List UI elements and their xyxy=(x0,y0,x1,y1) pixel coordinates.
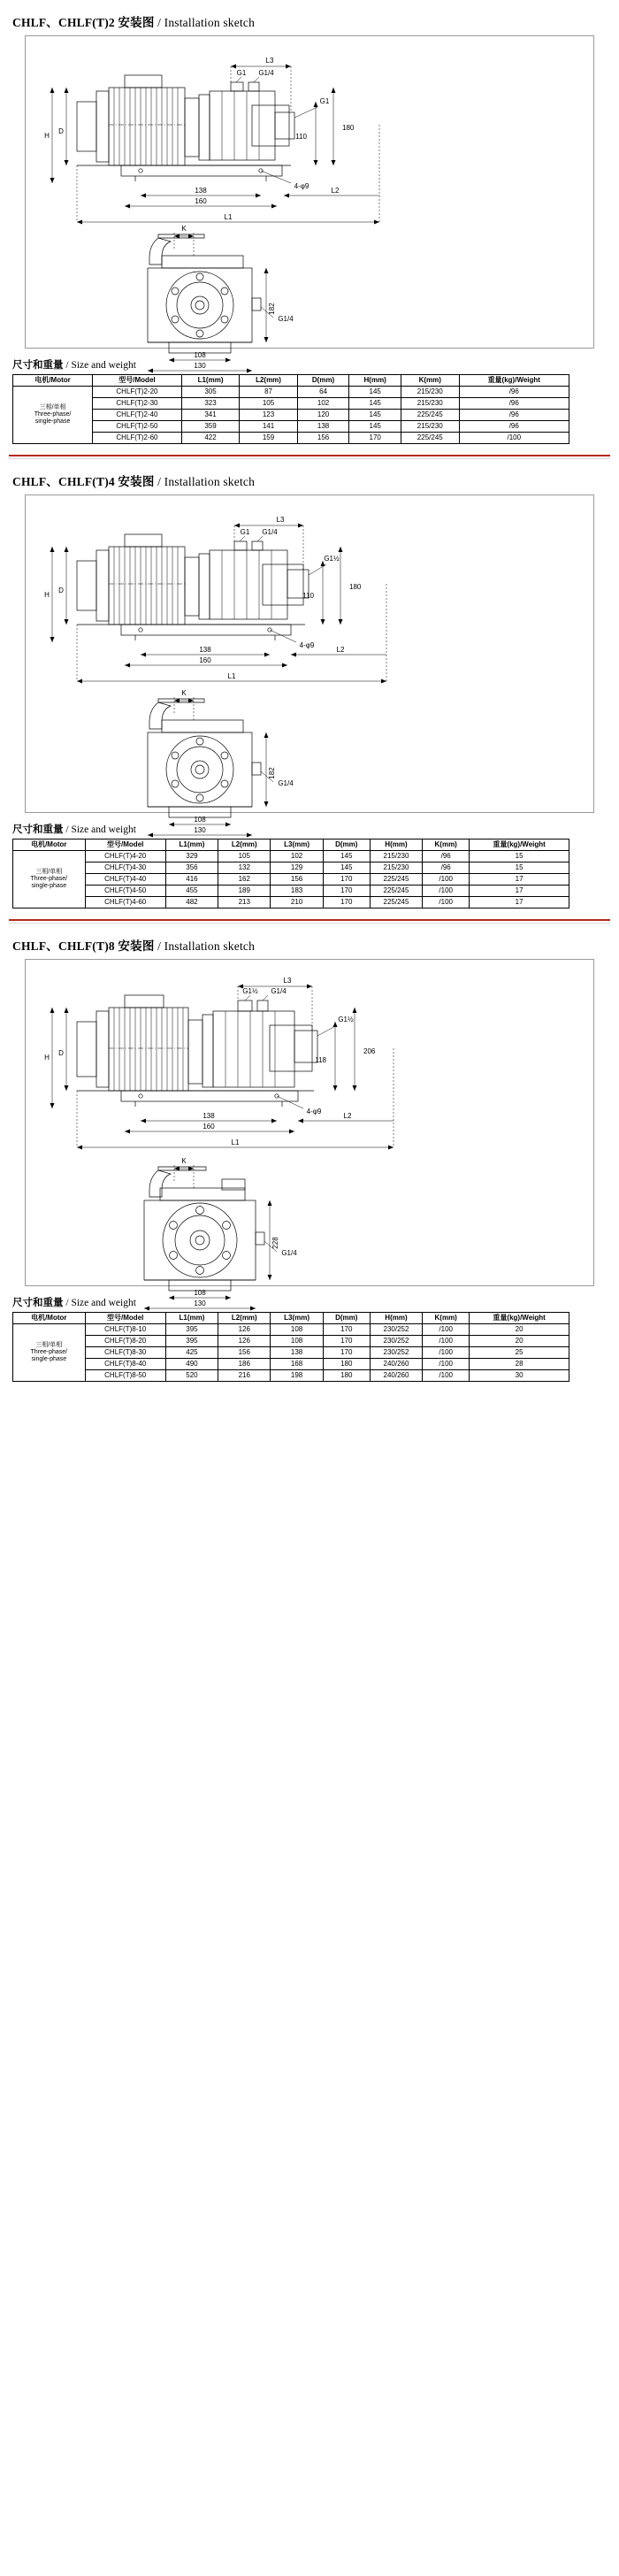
size-weight-heading xyxy=(12,1295,610,1309)
section-title-en: / Installation sketch xyxy=(157,16,256,29)
cell-l2: 216 xyxy=(218,1370,271,1382)
cell-l3: 102 xyxy=(271,851,323,862)
label-L2: L2 xyxy=(336,646,345,654)
section-title xyxy=(12,472,610,489)
cell-l2: 126 xyxy=(218,1324,271,1336)
cell-l2: 189 xyxy=(218,886,271,897)
th-d: D(mm) xyxy=(323,840,370,851)
motor-en1: Three-phase/ xyxy=(30,1349,68,1356)
table-row xyxy=(13,398,569,410)
cell-model: CHLF(T)2-50 xyxy=(93,421,182,433)
label-110: 110 xyxy=(295,133,307,141)
th-h: H(mm) xyxy=(349,375,401,387)
section-title-cn: CHLF、CHLF(T)2 安装图 xyxy=(12,16,155,29)
cell-weight: 20 xyxy=(470,1324,569,1336)
cell-l1: 329 xyxy=(165,851,218,862)
th-k: K(mm) xyxy=(423,1313,470,1324)
table-row xyxy=(13,1324,569,1336)
table-row xyxy=(13,897,569,908)
size-weight-table-chlf2 xyxy=(12,374,569,444)
cell-l3: 168 xyxy=(271,1359,323,1370)
cell-motor-type xyxy=(13,851,86,908)
th-h: H(mm) xyxy=(370,840,422,851)
label-160: 160 xyxy=(203,1123,215,1131)
cell-model: CHLF(T)4-40 xyxy=(85,874,165,886)
cell-k: /100 xyxy=(423,1347,470,1359)
cell-weight: 25 xyxy=(470,1347,569,1359)
section-title-en: / Installation sketch xyxy=(157,475,256,488)
label-G14-section: G1/4 xyxy=(278,779,294,787)
th-weight: 重量(kg)/Weight xyxy=(470,840,569,851)
th-l3: L3(mm) xyxy=(271,840,323,851)
motor-en2: single-phase xyxy=(34,418,71,425)
cell-model: CHLF(T)8-30 xyxy=(85,1347,165,1359)
cell-l3: 183 xyxy=(271,886,323,897)
cell-d: 145 xyxy=(349,398,401,410)
label-130: 130 xyxy=(194,826,206,834)
label-L3: L3 xyxy=(276,516,285,524)
cell-k: /100 xyxy=(459,433,569,444)
cell-l1: 490 xyxy=(165,1359,218,1370)
cell-l2: 105 xyxy=(240,398,297,410)
cell-k: /96 xyxy=(459,387,569,398)
label-4-phi9: 4-φ9 xyxy=(306,1108,322,1116)
label-182: 182 xyxy=(268,767,276,779)
cell-l2: 186 xyxy=(218,1359,271,1370)
cell-l1: 455 xyxy=(165,886,218,897)
motor-cn: 三相/单相 xyxy=(35,1342,63,1349)
cell-h: 215/230 xyxy=(401,387,460,398)
cell-l1: 323 xyxy=(181,398,239,410)
cell-model: CHLF(T)4-50 xyxy=(85,886,165,897)
section-title-en: / Installation sketch xyxy=(157,939,256,953)
cell-k: /100 xyxy=(423,1370,470,1382)
cell-h: 215/230 xyxy=(401,398,460,410)
label-G1half-right: G1½ xyxy=(324,555,340,563)
cell-h: 225/245 xyxy=(401,433,460,444)
label-K: K xyxy=(181,689,187,697)
size-weight-heading-cn: 尺寸和重量 xyxy=(12,360,64,371)
cell-d: 180 xyxy=(323,1359,370,1370)
cell-l2: 126 xyxy=(218,1336,271,1347)
table-row xyxy=(13,874,569,886)
label-108: 108 xyxy=(194,816,206,824)
cell-l2: 132 xyxy=(218,862,271,874)
size-weight-heading-en: / Size and weight xyxy=(65,1298,136,1308)
motor-en2: single-phase xyxy=(31,882,67,889)
cell-k: /96 xyxy=(459,410,569,421)
th-motor: 电机/Motor xyxy=(13,375,93,387)
label-180: 180 xyxy=(349,583,362,591)
cell-model: CHLF(T)8-50 xyxy=(85,1370,165,1382)
cell-h: 215/230 xyxy=(401,421,460,433)
table-row xyxy=(13,851,569,862)
table-row xyxy=(13,1359,569,1370)
label-L3: L3 xyxy=(265,57,274,65)
table-row xyxy=(13,410,569,421)
cell-l1: 395 xyxy=(165,1336,218,1347)
th-d: D(mm) xyxy=(323,1313,370,1324)
th-model: 型号/Model xyxy=(93,375,182,387)
cell-h: 225/245 xyxy=(401,410,460,421)
cell-l1: 422 xyxy=(181,433,239,444)
cell-weight: 20 xyxy=(470,1336,569,1347)
cell-weight: 15 xyxy=(470,862,569,874)
th-h: H(mm) xyxy=(370,1313,422,1324)
cell-weight: 17 xyxy=(470,874,569,886)
cell-motor-type xyxy=(13,1324,86,1382)
cell-k: /96 xyxy=(459,421,569,433)
cell-model: CHLF(T)2-20 xyxy=(93,387,182,398)
cell-l1: 416 xyxy=(165,874,218,886)
label-130: 130 xyxy=(194,1300,206,1307)
table-row xyxy=(13,421,569,433)
cell-d: 180 xyxy=(323,1370,370,1382)
cell-model: CHLF(T)4-30 xyxy=(85,862,165,874)
size-weight-heading-cn: 尺寸和重量 xyxy=(12,1298,64,1308)
cell-h: 225/245 xyxy=(370,874,422,886)
cell-d: 170 xyxy=(323,1324,370,1336)
label-G1half: G1½ xyxy=(242,987,258,995)
cell-d: 170 xyxy=(323,1336,370,1347)
label-160: 160 xyxy=(199,656,211,664)
th-motor: 电机/Motor xyxy=(13,1313,86,1324)
cell-d: 145 xyxy=(323,851,370,862)
label-L1: L1 xyxy=(227,672,236,680)
label-D: D xyxy=(58,586,64,594)
label-138: 138 xyxy=(195,187,207,195)
table-row xyxy=(13,387,569,398)
cell-l2: 123 xyxy=(240,410,297,421)
cell-l3: 138 xyxy=(271,1347,323,1359)
label-G14: G1/4 xyxy=(258,69,274,77)
cell-l2: 105 xyxy=(218,851,271,862)
cell-k: /100 xyxy=(423,897,470,908)
cell-k: /100 xyxy=(423,886,470,897)
label-G14-section: G1/4 xyxy=(278,315,294,323)
cell-l1: 395 xyxy=(165,1324,218,1336)
label-4-phi9: 4-φ9 xyxy=(299,641,315,649)
cell-l3: 198 xyxy=(271,1370,323,1382)
cell-model: CHLF(T)8-20 xyxy=(85,1336,165,1347)
cell-weight: 28 xyxy=(470,1359,569,1370)
th-l1: L1(mm) xyxy=(181,375,239,387)
table-row xyxy=(13,1370,569,1382)
label-K: K xyxy=(181,1157,187,1165)
cell-h: 230/252 xyxy=(370,1347,422,1359)
size-weight-heading-en: / Size and weight xyxy=(65,360,136,371)
cell-k: /100 xyxy=(423,874,470,886)
cell-model: CHLF(T)2-30 xyxy=(93,398,182,410)
motor-en1: Three-phase/ xyxy=(34,411,72,418)
label-G14: G1/4 xyxy=(262,528,278,536)
cell-k: /100 xyxy=(423,1336,470,1347)
label-118: 118 xyxy=(315,1056,326,1064)
cell-model: CHLF(T)4-20 xyxy=(85,851,165,862)
cell-extra: 120 xyxy=(297,410,349,421)
cell-extra: 138 xyxy=(297,421,349,433)
th-l1: L1(mm) xyxy=(165,1313,218,1324)
th-l2: L2(mm) xyxy=(218,1313,271,1324)
section-divider-thick xyxy=(9,455,610,456)
th-d: D(mm) xyxy=(297,375,349,387)
th-l2: L2(mm) xyxy=(218,840,271,851)
cell-d: 145 xyxy=(349,421,401,433)
label-4-phi9: 4-φ9 xyxy=(294,182,310,190)
cell-h: 215/230 xyxy=(370,862,422,874)
size-weight-heading-en: / Size and weight xyxy=(65,824,136,835)
table-header-row xyxy=(13,840,569,851)
cell-weight: 15 xyxy=(470,851,569,862)
table-row xyxy=(13,862,569,874)
cell-l2: 162 xyxy=(218,874,271,886)
section-chlf4 xyxy=(9,459,610,924)
label-G14-section: G1/4 xyxy=(281,1249,297,1257)
label-180: 180 xyxy=(342,124,355,132)
cell-weight: 17 xyxy=(470,886,569,897)
th-k: K(mm) xyxy=(401,375,460,387)
label-L2: L2 xyxy=(343,1112,352,1120)
cell-h: 215/230 xyxy=(370,851,422,862)
cell-d: 145 xyxy=(349,387,401,398)
cell-l2: 156 xyxy=(218,1347,271,1359)
cell-l1: 359 xyxy=(181,421,239,433)
cell-l1: 425 xyxy=(165,1347,218,1359)
cell-model: CHLF(T)4-60 xyxy=(85,897,165,908)
label-G14: G1/4 xyxy=(271,987,287,995)
cell-k: /100 xyxy=(423,1324,470,1336)
label-206: 206 xyxy=(363,1047,376,1055)
label-G1: G1 xyxy=(236,69,247,77)
cell-l3: 156 xyxy=(271,874,323,886)
cell-model: CHLF(T)8-40 xyxy=(85,1359,165,1370)
section-title xyxy=(12,12,610,30)
cell-l1: 356 xyxy=(165,862,218,874)
label-L3: L3 xyxy=(283,977,292,985)
cell-k: /100 xyxy=(423,1359,470,1370)
section-divider-thick xyxy=(9,919,610,921)
label-108: 108 xyxy=(194,1289,206,1297)
cell-l2: 87 xyxy=(240,387,297,398)
cell-l3: 108 xyxy=(271,1324,323,1336)
label-182: 182 xyxy=(268,303,276,315)
section-title-cn: CHLF、CHLF(T)4 安装图 xyxy=(12,475,155,488)
cell-l3: 108 xyxy=(271,1336,323,1347)
size-weight-heading xyxy=(12,822,610,836)
cell-k: /96 xyxy=(459,398,569,410)
cell-d: 170 xyxy=(349,433,401,444)
cell-l3: 129 xyxy=(271,862,323,874)
cell-l1: 482 xyxy=(165,897,218,908)
section-chlf8 xyxy=(9,924,610,1382)
th-model: 型号/Model xyxy=(85,840,165,851)
cell-h: 230/252 xyxy=(370,1324,422,1336)
table-header-row xyxy=(13,375,569,387)
cell-weight: 17 xyxy=(470,897,569,908)
section-title xyxy=(12,936,610,954)
label-G1-right: G1 xyxy=(319,97,330,105)
size-weight-table-chlf4 xyxy=(12,839,569,908)
cell-l2: 159 xyxy=(240,433,297,444)
cell-k: /96 xyxy=(423,851,470,862)
label-L1: L1 xyxy=(224,213,233,221)
label-110: 110 xyxy=(302,592,314,600)
motor-en2: single-phase xyxy=(31,1355,67,1362)
size-weight-heading xyxy=(12,357,610,372)
size-weight-heading-cn: 尺寸和重量 xyxy=(12,824,64,835)
label-H: H xyxy=(44,132,50,140)
table-header-row xyxy=(13,1313,569,1324)
cell-model: CHLF(T)2-40 xyxy=(93,410,182,421)
th-l1: L1(mm) xyxy=(165,840,218,851)
cell-d: 170 xyxy=(323,874,370,886)
table-row xyxy=(13,1336,569,1347)
cell-extra: 64 xyxy=(297,387,349,398)
motor-cn: 三相/单相 xyxy=(35,869,63,876)
cell-motor-type xyxy=(13,387,93,444)
th-weight: 重量(kg)/Weight xyxy=(470,1313,569,1324)
label-160: 160 xyxy=(195,197,207,205)
label-L2: L2 xyxy=(331,187,340,195)
table-row xyxy=(13,886,569,897)
label-D: D xyxy=(58,127,64,135)
label-L1: L1 xyxy=(231,1138,240,1146)
cell-d: 170 xyxy=(323,886,370,897)
label-228: 228 xyxy=(271,1237,279,1249)
cell-h: 240/260 xyxy=(370,1359,422,1370)
cell-d: 170 xyxy=(323,1347,370,1359)
cell-model: CHLF(T)8-10 xyxy=(85,1324,165,1336)
label-130: 130 xyxy=(194,362,206,370)
th-motor: 电机/Motor xyxy=(13,840,86,851)
cell-weight: 30 xyxy=(470,1370,569,1382)
cell-k: /96 xyxy=(423,862,470,874)
table-row xyxy=(13,1347,569,1359)
cell-h: 230/252 xyxy=(370,1336,422,1347)
label-108: 108 xyxy=(194,351,206,359)
label-D: D xyxy=(58,1049,64,1057)
th-l2: L2(mm) xyxy=(240,375,297,387)
cell-l3: 210 xyxy=(271,897,323,908)
label-K: K xyxy=(181,225,187,233)
motor-cn: 三相/单相 xyxy=(39,404,66,411)
motor-en1: Three-phase/ xyxy=(30,876,68,883)
label-G1: G1 xyxy=(240,528,250,536)
th-weight: 重量(kg)/Weight xyxy=(459,375,569,387)
cell-l1: 520 xyxy=(165,1370,218,1382)
cell-l2: 141 xyxy=(240,421,297,433)
cell-model: CHLF(T)2-60 xyxy=(93,433,182,444)
cell-l1: 341 xyxy=(181,410,239,421)
section-chlf2 xyxy=(9,0,610,459)
label-H: H xyxy=(44,591,50,599)
cell-h: 225/245 xyxy=(370,886,422,897)
cell-l1: 305 xyxy=(181,387,239,398)
cell-extra: 156 xyxy=(297,433,349,444)
label-G1half-right: G1½ xyxy=(338,1016,354,1024)
th-model: 型号/Model xyxy=(85,1313,165,1324)
cell-l2: 213 xyxy=(218,897,271,908)
cell-h: 240/260 xyxy=(370,1370,422,1382)
th-k: K(mm) xyxy=(423,840,470,851)
cell-d: 145 xyxy=(349,410,401,421)
cell-d: 145 xyxy=(323,862,370,874)
label-H: H xyxy=(44,1054,50,1062)
cell-d: 170 xyxy=(323,897,370,908)
label-138: 138 xyxy=(199,646,211,654)
th-l3: L3(mm) xyxy=(271,1313,323,1324)
cell-extra: 102 xyxy=(297,398,349,410)
label-138: 138 xyxy=(203,1112,215,1120)
section-title-cn: CHLF、CHLF(T)8 安装图 xyxy=(12,939,155,953)
size-weight-table-chlf8 xyxy=(12,1312,569,1382)
table-row xyxy=(13,433,569,444)
cell-h: 225/245 xyxy=(370,897,422,908)
